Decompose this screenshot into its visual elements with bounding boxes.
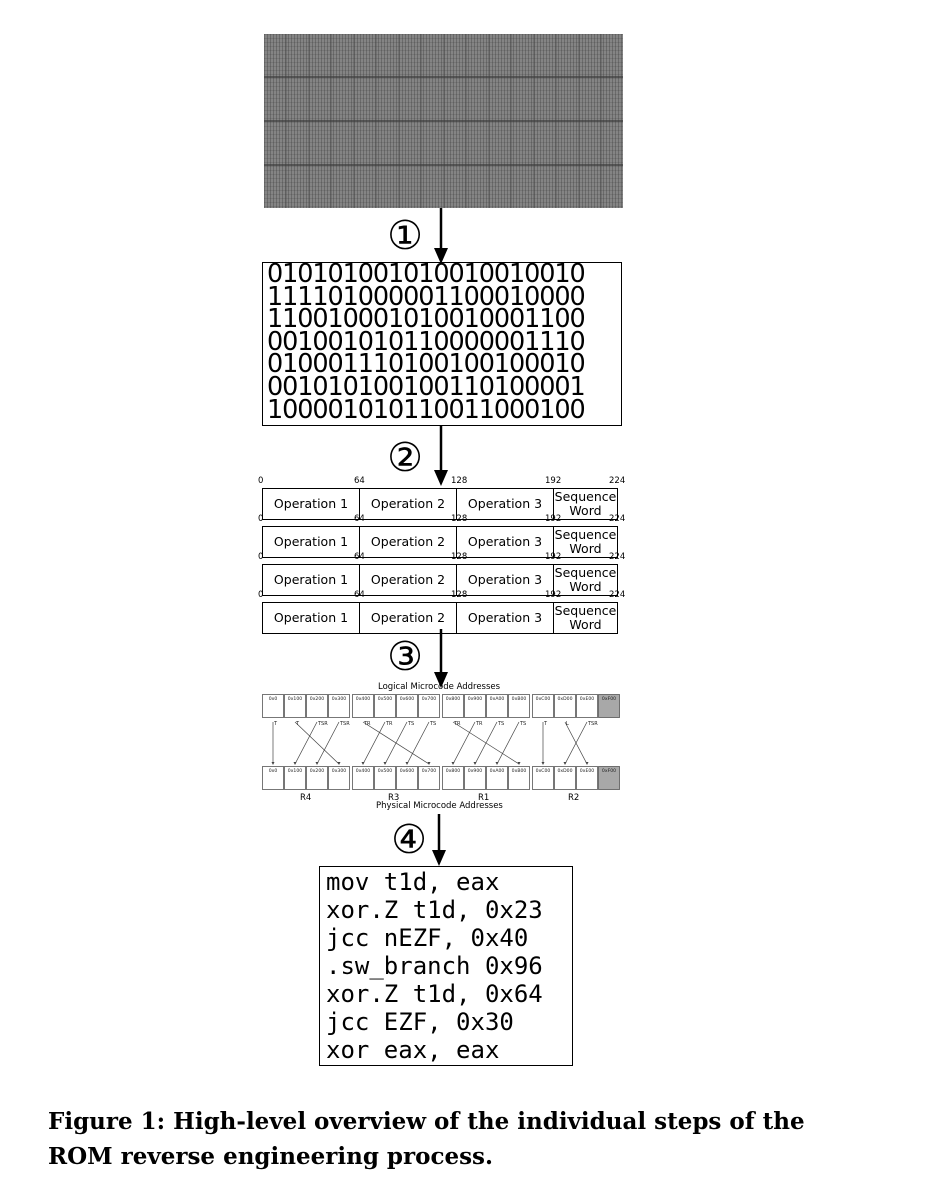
transform-label: TR bbox=[386, 721, 393, 727]
mapping-arrowhead bbox=[496, 762, 499, 765]
mapping-arrowhead bbox=[564, 762, 567, 765]
address-label: 0x500 bbox=[377, 769, 393, 774]
arrow-3 bbox=[434, 629, 448, 688]
transform-label: TR bbox=[476, 721, 483, 727]
bit-tick: 0 bbox=[258, 552, 264, 562]
sequence-word-cell: Sequence Word bbox=[554, 565, 617, 594]
address-label: 0x100 bbox=[287, 769, 303, 774]
mapping-arrowhead bbox=[384, 762, 387, 765]
address-label: 0x800 bbox=[445, 697, 461, 702]
triad-row bbox=[258, 590, 626, 634]
transform-label: TSR bbox=[318, 721, 328, 727]
bit-tick: 192 bbox=[545, 476, 562, 486]
address-label: 0xC00 bbox=[535, 697, 551, 702]
triad-row bbox=[258, 476, 626, 520]
address-label: 0x900 bbox=[467, 769, 483, 774]
mapping-arrowhead bbox=[452, 762, 455, 765]
mapping-arrowhead bbox=[316, 762, 319, 765]
transform-label: T bbox=[274, 721, 278, 727]
caption-line: Figure 1: High-level overview of the individual steps of the bbox=[48, 1108, 805, 1135]
asm-line: .sw_branch 0x96 bbox=[326, 952, 543, 980]
bit-tick: 128 bbox=[451, 476, 468, 486]
mapping-arrowhead bbox=[474, 762, 477, 765]
mapping-line bbox=[317, 722, 339, 764]
operation-2-cell: Operation 2 bbox=[359, 526, 457, 558]
sequence-word-cell: Sequence Word bbox=[554, 489, 617, 518]
address-label: 0x0 bbox=[268, 769, 278, 774]
bits-row: 010101001010010010010 bbox=[267, 259, 585, 289]
bit-tick: 64 bbox=[354, 476, 365, 486]
transform-label: L bbox=[566, 721, 569, 727]
mapping-line bbox=[363, 722, 385, 764]
address-label: 0x100 bbox=[287, 697, 303, 702]
operation-1-cell: Operation 1 bbox=[262, 564, 360, 596]
mapping-arrowhead bbox=[294, 762, 297, 765]
bit-tick: 192 bbox=[545, 552, 562, 562]
microcode-disassembly-box bbox=[319, 866, 573, 1066]
bit-tick: 128 bbox=[451, 514, 468, 524]
mapping-arrowhead bbox=[338, 762, 341, 765]
asm-line: xor.Z t1d, 0x64 bbox=[326, 980, 543, 1008]
asm-line: mov t1d, eax bbox=[326, 868, 500, 896]
mapping-line bbox=[407, 722, 429, 764]
sequence-word-cell: Sequence Word bbox=[554, 527, 617, 556]
address-label: 0xF00 bbox=[601, 697, 617, 702]
step-1-marker: ① bbox=[387, 213, 423, 259]
bit-tick: 64 bbox=[354, 514, 365, 524]
mapping-line bbox=[295, 722, 317, 764]
address-label: 0xB00 bbox=[511, 769, 527, 774]
triad-row bbox=[258, 552, 626, 596]
bits-row: 100001010110011000100 bbox=[267, 394, 585, 425]
address-label: 0xE00 bbox=[579, 769, 595, 774]
mapping-arrowhead bbox=[586, 762, 589, 765]
operation-1-cell: Operation 1 bbox=[262, 488, 360, 520]
mapping-line bbox=[453, 722, 475, 764]
transform-label: TSR bbox=[340, 721, 350, 727]
mapping-line bbox=[385, 722, 407, 764]
mapping-arrowhead bbox=[406, 762, 409, 765]
address-label: 0x400 bbox=[355, 697, 371, 702]
step-3-marker: ③ bbox=[387, 634, 423, 680]
address-label: 0x400 bbox=[355, 769, 371, 774]
arrow-2 bbox=[434, 426, 448, 486]
bits-row: 110010001010010001100 bbox=[267, 304, 585, 335]
mapping-line bbox=[295, 722, 339, 764]
region-label: R3 bbox=[388, 793, 400, 803]
transform-label: TS bbox=[520, 721, 527, 727]
bit-tick: 128 bbox=[451, 590, 468, 600]
arrow-1 bbox=[434, 208, 448, 264]
bit-tick: 0 bbox=[258, 476, 264, 486]
transform-label: T bbox=[296, 721, 300, 727]
physical-addresses-title: Physical Microcode Addresses bbox=[376, 801, 503, 811]
address-label: 0x200 bbox=[309, 769, 325, 774]
region-label: R2 bbox=[568, 793, 580, 803]
sequence-word-cell: Sequence Word bbox=[554, 603, 617, 632]
bit-tick: 192 bbox=[545, 590, 562, 600]
physical-address-row bbox=[263, 767, 620, 790]
region-label: R4 bbox=[300, 793, 312, 803]
address-label: 0x500 bbox=[377, 697, 393, 702]
address-label: 0x300 bbox=[331, 769, 347, 774]
address-label: 0xC00 bbox=[535, 769, 551, 774]
transform-label: TR bbox=[364, 721, 371, 727]
bits-row: 010001110100100100010 bbox=[267, 349, 585, 380]
bits-row: 001001010110000001110 bbox=[267, 326, 585, 357]
mapping-arrowhead bbox=[542, 762, 545, 765]
transform-label: TR bbox=[454, 721, 461, 727]
address-label: 0xD00 bbox=[557, 697, 573, 702]
bit-tick: 128 bbox=[451, 552, 468, 562]
logical-address-row bbox=[263, 695, 620, 718]
address-label: 0xB00 bbox=[511, 697, 527, 702]
address-label: 0x600 bbox=[399, 697, 415, 702]
operation-2-cell: Operation 2 bbox=[359, 564, 457, 596]
arrow-4 bbox=[432, 814, 446, 866]
asm-line: jcc nEZF, 0x40 bbox=[326, 924, 529, 952]
bits-row: 001010100100110100001 bbox=[267, 371, 585, 402]
operation-1-cell: Operation 1 bbox=[262, 526, 360, 558]
address-label: 0x600 bbox=[399, 769, 415, 774]
bit-tick: 224 bbox=[609, 552, 626, 562]
address-label: 0xA00 bbox=[489, 697, 505, 702]
asm-line: xor eax, eax bbox=[326, 1036, 500, 1064]
bit-tick: 64 bbox=[354, 552, 365, 562]
address-label: 0x700 bbox=[421, 769, 437, 774]
transform-label: TS bbox=[408, 721, 415, 727]
figure-caption bbox=[48, 1104, 908, 1174]
bit-tick: 0 bbox=[258, 514, 264, 524]
raw-bits-box bbox=[262, 259, 622, 426]
bit-tick: 224 bbox=[609, 476, 626, 486]
bit-tick: 0 bbox=[258, 590, 264, 600]
bit-tick: 224 bbox=[609, 590, 626, 600]
bit-tick: 224 bbox=[609, 514, 626, 524]
asm-line: jcc EZF, 0x30 bbox=[326, 1008, 514, 1036]
logical-addresses-title: Logical Microcode Addresses bbox=[378, 682, 501, 692]
microcode-address-mapping bbox=[262, 692, 622, 794]
transform-label: T bbox=[544, 721, 548, 727]
step-2-marker: ② bbox=[387, 435, 423, 481]
caption-line: ROM reverse engineering process. bbox=[48, 1143, 493, 1170]
transform-label: TSR bbox=[588, 721, 598, 727]
address-label: 0x300 bbox=[331, 697, 347, 702]
step-4-marker: ④ bbox=[391, 817, 427, 863]
address-label: 0xA00 bbox=[489, 769, 505, 774]
operation-3-cell: Operation 3 bbox=[456, 602, 554, 634]
address-label: 0x900 bbox=[467, 697, 483, 702]
operation-2-cell: Operation 2 bbox=[359, 602, 457, 634]
mapping-line bbox=[475, 722, 497, 764]
transform-label: TS bbox=[498, 721, 505, 727]
mapping-arrowhead bbox=[272, 762, 275, 765]
mapping-line bbox=[497, 722, 519, 764]
address-label: 0x200 bbox=[309, 697, 325, 702]
transform-label: TS bbox=[430, 721, 437, 727]
address-label: 0xD00 bbox=[557, 769, 573, 774]
triad-row bbox=[258, 514, 626, 558]
bit-tick: 192 bbox=[545, 514, 562, 524]
mapping-arrowhead bbox=[362, 762, 365, 765]
bit-tick: 64 bbox=[354, 590, 365, 600]
address-label: 0xE00 bbox=[579, 697, 595, 702]
asm-line: xor.Z t1d, 0x23 bbox=[326, 896, 543, 924]
region-label: R1 bbox=[478, 793, 490, 803]
operation-3-cell: Operation 3 bbox=[456, 564, 554, 596]
address-mapping-lines bbox=[272, 721, 599, 765]
operation-3-cell: Operation 3 bbox=[456, 526, 554, 558]
address-label: 0x700 bbox=[421, 697, 437, 702]
operation-2-cell: Operation 2 bbox=[359, 488, 457, 520]
operation-3-cell: Operation 3 bbox=[456, 488, 554, 520]
address-label: 0xF00 bbox=[601, 769, 617, 774]
address-label: 0x800 bbox=[445, 769, 461, 774]
operation-1-cell: Operation 1 bbox=[262, 602, 360, 634]
bits-row: 111101000001100010000 bbox=[267, 281, 585, 312]
address-label: 0x0 bbox=[268, 697, 278, 702]
